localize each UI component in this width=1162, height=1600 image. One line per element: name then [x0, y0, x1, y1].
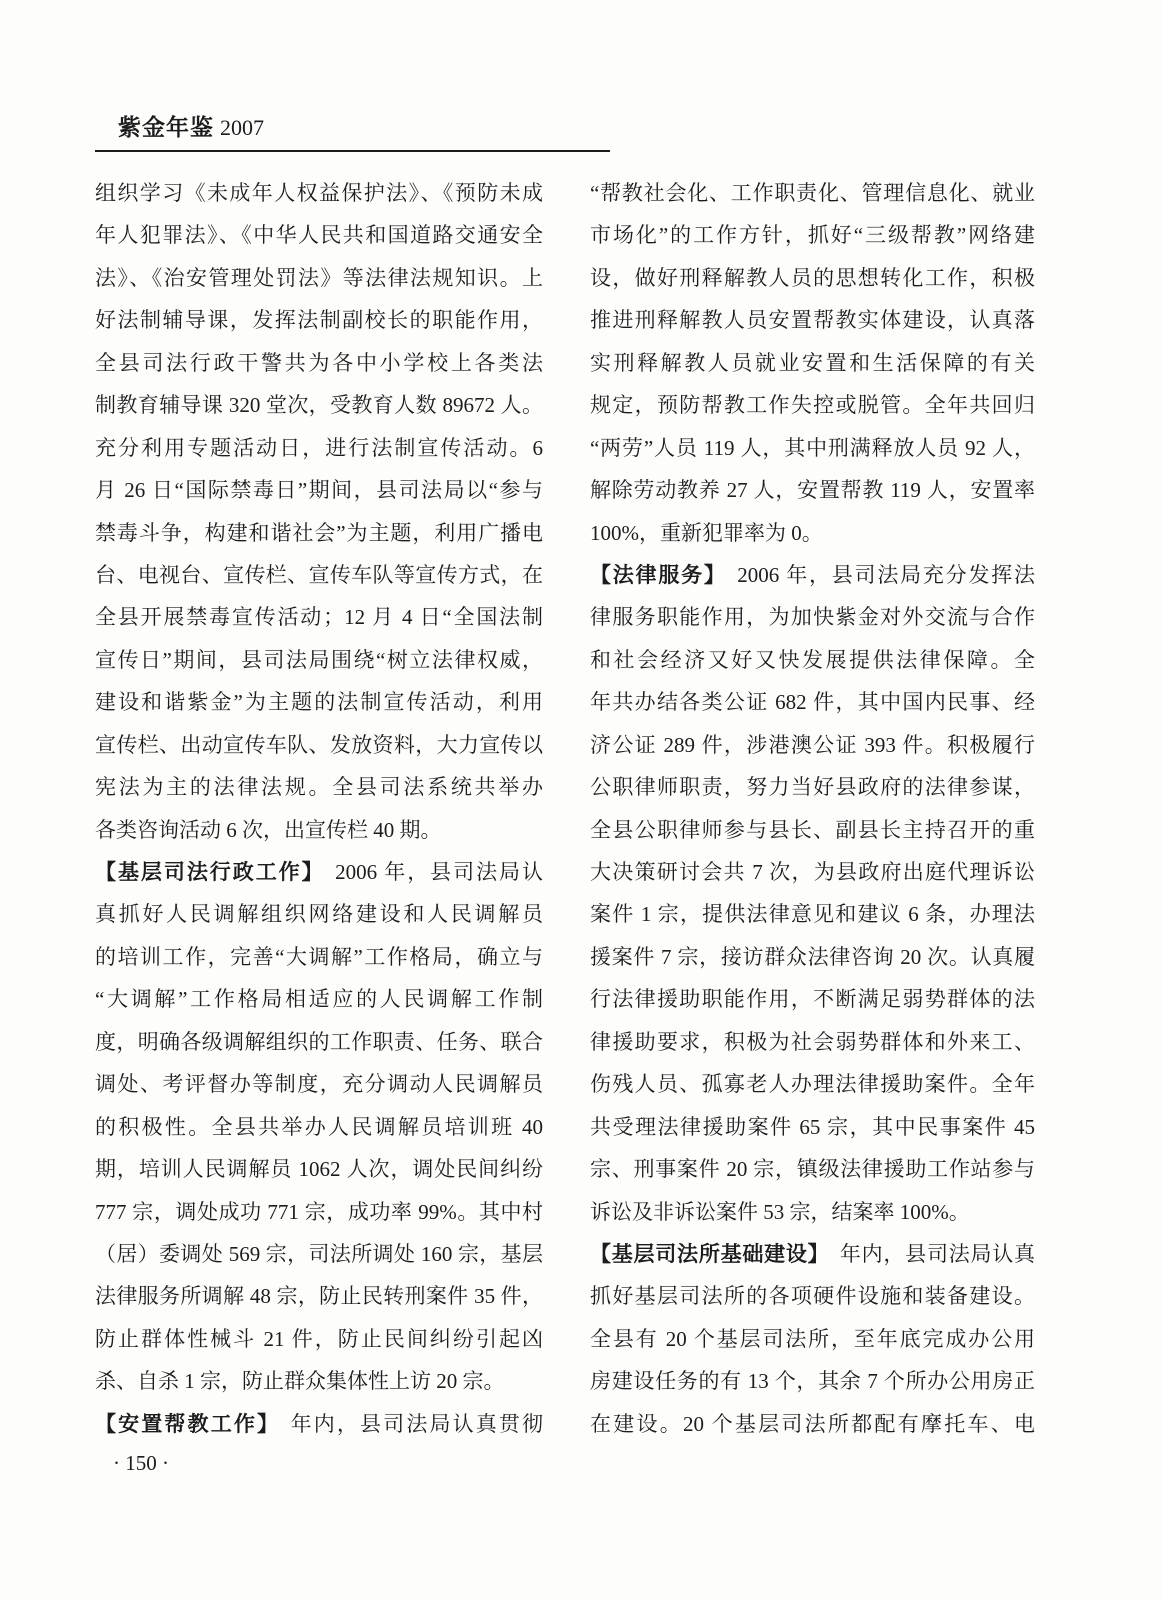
text-line: 好法制辅导课，发挥法制副校长的职能作用，	[95, 308, 543, 333]
header-rule	[95, 150, 610, 152]
text-line: 规定，预防帮教工作失控或脱管。全年共回归	[590, 393, 1035, 418]
text-line: “两劳”人员 119 人，其中刑满释放人员 92 人，	[590, 435, 1035, 460]
line-text: 2006 年，县司法局充分发挥法	[737, 562, 1036, 587]
text-line: 全县有 20 个基层司法所，至年底完成办公用	[590, 1326, 1035, 1351]
text-line	[590, 554, 1035, 596]
text-line: 777 宗，调处成功 771 宗，成功率 99%。其中村	[95, 1199, 543, 1224]
text-line: 充分利用专题活动日，进行法制宣传活动。6	[95, 435, 543, 460]
text-line: 100%，重新犯罪率为 0。	[590, 520, 823, 545]
text-line: 真抓好人民调解组织网络建设和人民调解员	[95, 902, 543, 927]
text-line: 市场化”的工作方针，抓好“三级帮教”网络建	[590, 223, 1035, 248]
text-line: （居）委调处 569 宗，司法所调处 160 宗，基层	[95, 1241, 543, 1266]
text-line: 诉讼及非诉讼案件 53 宗，结案率 100%。	[590, 1199, 970, 1224]
left-column	[95, 172, 543, 1445]
text-line: 的积极性。全县共举办人民调解员培训班 40	[95, 1114, 543, 1139]
section-heading: 【基层司法所基础建设】	[590, 1241, 830, 1266]
text-line: 和社会经济又好又快发展提供法律保障。全	[590, 647, 1035, 672]
text-line: 抓好基层司法所的各项硬件设施和装备建设。	[590, 1284, 1035, 1309]
yearbook-title: 紫金年鉴	[118, 115, 214, 140]
text-line: 案件 1 宗，提供法律意见和建议 6 条，办理法	[590, 902, 1035, 927]
text-line	[590, 1233, 1035, 1275]
text-line: 台、电视台、宣传栏、宣传车队等宣传方式，在	[95, 562, 543, 587]
text-line: 房建设任务的有 13 个，其余 7 个所办公用房正	[590, 1369, 1035, 1394]
text-line	[95, 851, 543, 893]
text-line: 全县开展禁毒宣传活动；12 月 4 日“全国法制	[95, 605, 543, 630]
text-line: 制教育辅导课 320 堂次，受教育人数 89672 人。	[95, 393, 543, 418]
text-line: 法》、《治安管理处罚法》等法律法规知识。上	[95, 265, 543, 290]
right-column	[590, 172, 1035, 1445]
text-line: 宪法为主的法律法规。全县司法系统共举办	[95, 775, 543, 800]
section-heading: 【基层司法行政工作】	[95, 860, 325, 884]
text-line: 各类咨询活动 6 次，出宣传栏 40 期。	[95, 817, 442, 842]
text-line: 行法律援助职能作用，不断满足弱势群体的法	[590, 987, 1035, 1012]
section-heading: 【法律服务】	[590, 562, 727, 587]
text-line: 公职律师职责，努力当好县政府的法律参谋，	[590, 775, 1035, 800]
text-line: 杀、自杀 1 宗，防止群众集体性上访 20 宗。	[95, 1369, 505, 1394]
line-text: 年内，县司法局认真	[839, 1241, 1036, 1266]
text-line: 解除劳动教养 27 人，安置帮教 119 人，安置率	[590, 478, 1035, 503]
text-line: 全县公职律师参与县长、副县长主持召开的重	[590, 817, 1035, 842]
text-line: 法律服务所调解 48 宗，防止民转刑案件 35 件，	[95, 1284, 543, 1309]
text-line: 建设和谐紫金”为主题的法制宣传活动，利用	[95, 690, 543, 715]
text-line: 的培训工作，完善“大调解”工作格局，确立与	[95, 944, 543, 969]
text-line: 期，培训人民调解员 1062 人次，调处民间纠纷	[95, 1157, 543, 1182]
text-line: 年人犯罪法》、《中华人民共和国道路交通安全	[95, 223, 543, 248]
text-line: 调处、考评督办等制度，充分调动人民调解员	[95, 1072, 543, 1097]
text-line: 共受理法律援助案件 65 宗，其中民事案件 45	[590, 1114, 1035, 1139]
section-heading: 【安置帮教工作】	[95, 1411, 281, 1436]
text-line: 宗、刑事案件 20 宗，镇级法律援助工作站参与	[590, 1157, 1035, 1182]
text-line: 实刑释解教人员就业安置和生活保障的有关	[590, 350, 1035, 375]
text-line: 推进刑释解教人员安置帮教实体建设，认真落	[590, 308, 1035, 333]
text-line: “大调解”工作格局相适应的人民调解工作制	[95, 987, 543, 1012]
text-line: 宣传栏、出动宣传车队、发放资料，大力宣传以	[95, 732, 543, 757]
text-line: 伤残人员、孤寡老人办理法律援助案件。全年	[590, 1072, 1035, 1097]
text-line: 设，做好刑释解教人员的思想转化工作，积极	[590, 265, 1035, 290]
text-line: 援案件 7 宗，接访群众法律咨询 20 次。认真履	[590, 944, 1035, 969]
text-line: 月 26 日“国际禁毒日”期间，县司法局以“参与	[95, 478, 543, 503]
text-line	[95, 1403, 543, 1445]
line-text: 年内，县司法局认真贯彻	[290, 1411, 544, 1436]
text-line: 在建设。20 个基层司法所都配有摩托车、电	[590, 1411, 1035, 1436]
text-line: 年共办结各类公证 682 件，其中国内民事、经	[590, 690, 1035, 715]
line-text: 2006 年，县司法局认	[335, 860, 544, 884]
text-line: 度，明确各级调解组织的工作职责、任务、联合	[95, 1029, 543, 1054]
text-line: 大决策研讨会共 7 次，为县政府出庭代理诉讼	[590, 860, 1035, 884]
text-line: 全县司法行政干警共为各中小学校上各类法	[95, 350, 543, 375]
text-line: 济公证 289 件，涉港澳公证 393 件。积极履行	[590, 732, 1035, 757]
text-line: 律援助要求，积极为社会弱势群体和外来工、	[590, 1029, 1035, 1054]
text-line: “帮教社会化、工作职责化、管理信息化、就业	[590, 181, 1035, 205]
yearbook-year: 2007	[220, 115, 264, 140]
text-line: 组织学习《未成年人权益保护法》、《预防未成	[95, 181, 543, 205]
text-line: 律服务职能作用，为加快紫金对外交流与合作	[590, 605, 1035, 630]
running-header	[118, 113, 264, 143]
text-line: 宣传日”期间，县司法局围绕“树立法律权威，	[95, 647, 543, 672]
page-number: · 150 ·	[113, 1451, 169, 1475]
text-line: 禁毒斗争，构建和谐社会”为主题，利用广播电	[95, 520, 543, 545]
text-line: 防止群体性械斗 21 件，防止民间纠纷引起凶	[95, 1326, 543, 1351]
